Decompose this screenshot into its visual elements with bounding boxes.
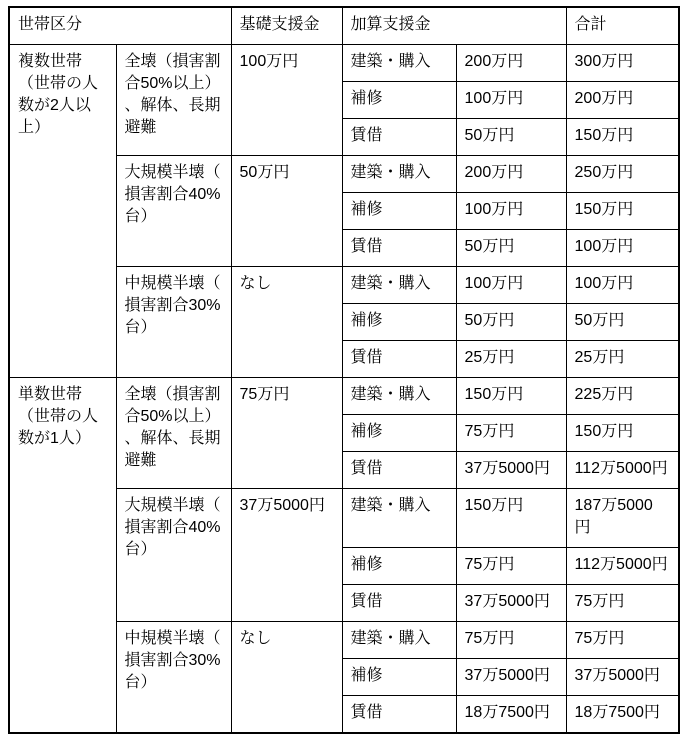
- use-type-cell: 建築・購入: [342, 45, 456, 82]
- additional-amount-cell: 25万円: [456, 341, 566, 378]
- total-amount-cell: 200万円: [566, 82, 679, 119]
- use-type-cell: 建築・購入: [342, 489, 456, 548]
- additional-amount-cell: 150万円: [456, 489, 566, 548]
- header-additional-support: 加算支援金: [342, 7, 566, 45]
- use-type-cell: 補修: [342, 548, 456, 585]
- total-amount-cell: 75万円: [566, 585, 679, 622]
- total-amount-cell: 150万円: [566, 193, 679, 230]
- basic-support-cell: 37万5000円: [231, 489, 342, 622]
- basic-support-cell: 50万円: [231, 156, 342, 267]
- additional-amount-cell: 50万円: [456, 230, 566, 267]
- additional-amount-cell: 75万円: [456, 622, 566, 659]
- additional-amount-cell: 37万5000円: [456, 585, 566, 622]
- basic-support-cell: 75万円: [231, 378, 342, 489]
- use-type-cell: 建築・購入: [342, 156, 456, 193]
- use-type-cell: 補修: [342, 304, 456, 341]
- table-header-row: [9, 7, 679, 45]
- additional-amount-cell: 75万円: [456, 415, 566, 452]
- table-row: [9, 45, 679, 82]
- total-amount-cell: 150万円: [566, 415, 679, 452]
- total-amount-cell: [566, 489, 679, 548]
- use-type-cell: 建築・購入: [342, 378, 456, 415]
- header-household-category: 世帯区分: [9, 7, 231, 45]
- additional-amount-cell: 200万円: [456, 156, 566, 193]
- use-type-cell: 建築・購入: [342, 267, 456, 304]
- basic-support-cell: なし: [231, 267, 342, 378]
- damage-level-cell: 大規模半壊（損害割合40%台）: [116, 489, 231, 622]
- use-type-cell: 賃借: [342, 585, 456, 622]
- total-amount-cell: 18万7500円: [566, 696, 679, 734]
- use-type-cell: 建築・購入: [342, 622, 456, 659]
- additional-amount-cell: 150万円: [456, 378, 566, 415]
- damage-level-cell: 全壊（損害割合50%以上）、解体、長期避難: [116, 378, 231, 489]
- additional-amount-cell: 100万円: [456, 193, 566, 230]
- total-amount-cell: 112万5000円: [566, 452, 679, 489]
- total-amount-cell: 225万円: [566, 378, 679, 415]
- use-type-cell: 補修: [342, 82, 456, 119]
- total-amount-cell: 100万円: [566, 267, 679, 304]
- additional-amount-cell: 100万円: [456, 267, 566, 304]
- additional-amount-cell: 37万5000円: [456, 659, 566, 696]
- total-amount-cell: 75万円: [566, 622, 679, 659]
- table-row: [9, 378, 679, 415]
- total-amount-cell: 250万円: [566, 156, 679, 193]
- damage-level-cell: 中規模半壊（損害割合30%台）: [116, 622, 231, 734]
- total-amount-cell: 50万円: [566, 304, 679, 341]
- use-type-cell: 補修: [342, 415, 456, 452]
- additional-amount-cell: 200万円: [456, 45, 566, 82]
- total-amount-cell: 300万円: [566, 45, 679, 82]
- total-amount-cell: 37万5000円: [566, 659, 679, 696]
- use-type-cell: 補修: [342, 193, 456, 230]
- total-amount-cell: 25万円: [566, 341, 679, 378]
- use-type-cell: 賃借: [342, 341, 456, 378]
- basic-support-cell: なし: [231, 622, 342, 734]
- support-amount-table: [8, 6, 680, 734]
- total-amount-cell: 112万5000円: [566, 548, 679, 585]
- use-type-cell: 賃借: [342, 230, 456, 267]
- total-amount-text: 187万5000円: [574, 497, 653, 536]
- additional-amount-cell: 75万円: [456, 548, 566, 585]
- additional-amount-cell: 50万円: [456, 304, 566, 341]
- additional-amount-cell: 50万円: [456, 119, 566, 156]
- header-total: 合計: [566, 7, 679, 45]
- use-type-cell: 賃借: [342, 696, 456, 734]
- use-type-cell: 賃借: [342, 119, 456, 156]
- additional-amount-cell: 37万5000円: [456, 452, 566, 489]
- additional-amount-cell: 100万円: [456, 82, 566, 119]
- basic-support-cell: 100万円: [231, 45, 342, 156]
- damage-level-cell: 中規模半壊（損害割合30%台）: [116, 267, 231, 378]
- damage-level-cell: 全壊（損害割合50%以上）、解体、長期避難: [116, 45, 231, 156]
- total-amount-cell: 100万円: [566, 230, 679, 267]
- additional-amount-cell: 18万7500円: [456, 696, 566, 734]
- damage-level-cell: 大規模半壊（損害割合40%台）: [116, 156, 231, 267]
- household-category-cell: 単数世帯（世帯の人数が1人）: [9, 378, 116, 734]
- use-type-cell: 補修: [342, 659, 456, 696]
- header-basic-support: 基礎支援金: [231, 7, 342, 45]
- household-category-cell: 複数世帯（世帯の人数が2人以上）: [9, 45, 116, 378]
- use-type-cell: 賃借: [342, 452, 456, 489]
- total-amount-cell: 150万円: [566, 119, 679, 156]
